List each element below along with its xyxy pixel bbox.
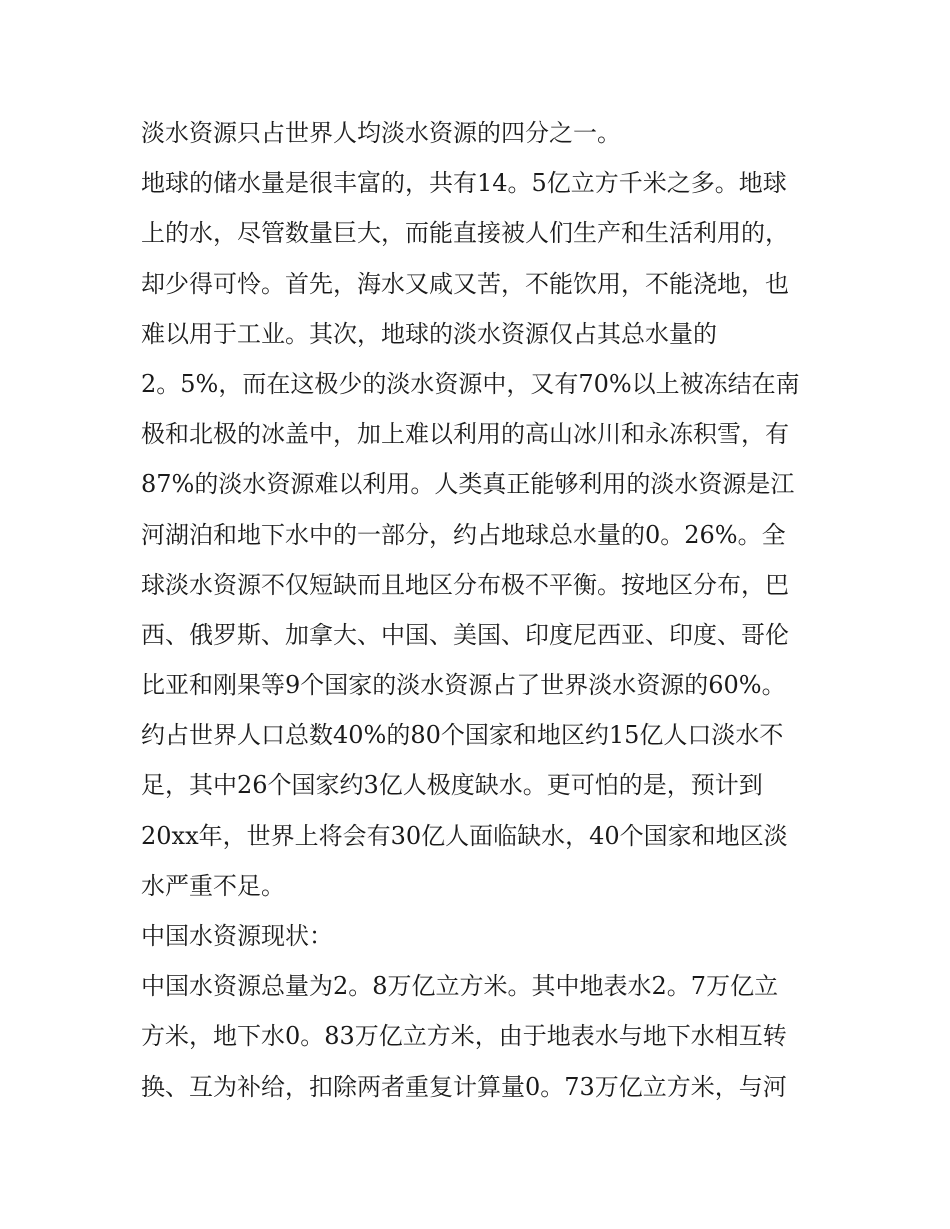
text-line: 难以用于工业。其次，地球的淡水资源仅占其总水量的 [141,319,717,348]
text-line: 约占世界人口总数40%的80个国家和地区约15亿人口淡水不 [141,721,784,750]
text-line: 西、俄罗斯、加拿大、中国、美国、印度尼西亚、印度、哥伦 [141,620,789,649]
section-heading: 中国水资源现状： [141,922,333,950]
text-line: 球淡水资源不仅短缺而且地区分布极不平衡。按地区分布，巴 [141,570,789,599]
text-line: 极和北极的冰盖中，加上难以利用的高山冰川和永冻积雪，有 [141,420,789,449]
body-text [141,108,821,1112]
text-line: 20xx年，世界上将会有30亿人面临缺水，40个国家和地区淡 [141,821,788,850]
text-line: 淡水资源只占世界人均淡水资源的四分之一。 [141,119,621,147]
text-line: 上的水，尽管数量巨大，而能直接被人们生产和生活利用的， [141,219,789,248]
text-line: 中国水资源总量为2。8万亿立方米。其中地表水2。7万亿立 [141,972,779,1001]
text-line: 足，其中26个国家约3亿人极度缺水。更可怕的是，预计到 [141,771,763,800]
text-line: 比亚和刚果等9个国家的淡水资源占了世界淡水资源的60%。 [141,671,786,700]
text-line: 87%的淡水资源难以利用。人类真正能够利用的淡水资源是江 [141,470,795,499]
text-line: 换、互为补给，扣除两者重复计算量0。73万亿立方米，与河 [141,1072,787,1101]
text-line: 地球的储水量是很丰富的，共有14。5亿立方千米之多。地球 [141,169,787,198]
text-line: 水严重不足。 [141,871,285,900]
text-line: 方米，地下水0。83万亿立方米，由于地表水与地下水相互转 [141,1022,787,1051]
text-line: 却少得可怜。首先，海水又咸又苦，不能饮用，不能浇地，也 [141,269,789,298]
text-line: 河湖泊和地下水中的一部分，约占地球总水量的0。26%。全 [141,520,786,549]
text-line: 2。5%，而在这极少的淡水资源中，又有70%以上被冻结在南 [141,369,800,398]
